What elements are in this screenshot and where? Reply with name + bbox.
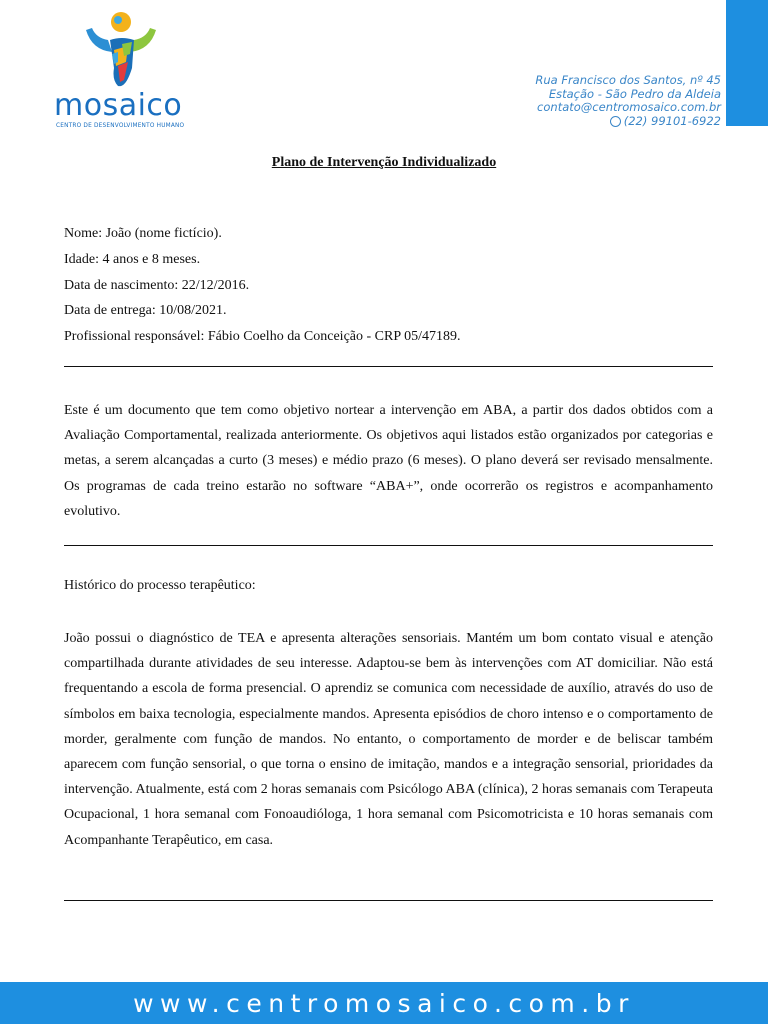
email-text: contato@centromosaico.com.br <box>537 100 721 114</box>
mosaico-logo <box>52 10 192 129</box>
logo-tagline: CENTRO DE DESENVOLVIMENTO HUMANO <box>56 123 185 129</box>
header-accent-bar <box>726 0 768 126</box>
address-line-2: Estação - São Pedro da Aldeia <box>548 86 721 101</box>
logo-wordmark: mosaico <box>54 88 183 123</box>
patient-info <box>64 221 461 350</box>
history-paragraph: João possui o diagnóstico de TEA e apresenta alterações sensoriais. Mantém um bom contato visual e atenção compartilhada durante atividades de seu interesse. Adaptou-se bem às intervenções com AT domiciliar. Não está frequentando a escola de forma presencial. O aprendiz se comunica com necessidade de auxílio, através do uso de símbolos em baixa tecnologia, especialmente mandos. Apresenta episódios de choro intenso e o comportamento de morder, geralmente com função de mandos. No entanto, o comportamento de morder e de beliscar também aparecem com função sensorial, o que torna o ensino de imitação, mandos e a integração sensorial, prioridades da intervenção. Atualmente, está com 2 horas semanais com Psicólogo ABA (clínica), 2 horas semanais com Terapeuta Ocupacional, 1 hora semanal com Fonoaudióloga, 1 hora semanal com Psicomotricista e 10 horas semanais com Acompanhante Terapêutico, em casa. <box>64 631 713 848</box>
divider-3 <box>64 900 713 901</box>
intro-paragraph: Este é um documento que tem como objetivo nortear a intervenção em ABA, a partir dos dados obtidos com a Avaliação Comportamental, realizada anteriormente. Os objetivos aqui listados estão organizados por categorias e metas, a serem alcançadas a curto (3 meses) e médio prazo (6 meses). O plano deverá ser revisado mensalmente. Os programas de cada treino estarão no software “ABA+”, onde ocorrerão os registros e acompanhamento evolutivo. <box>64 403 713 519</box>
info-name: Nome: João (nome fictício). <box>64 226 222 241</box>
phone-text: (22) 99101-6922 <box>623 113 721 128</box>
document-title: Plano de Intervenção Individualizado <box>271 155 497 170</box>
footer-website[interactable]: www.centromosaico.com.br <box>0 982 768 1024</box>
divider-2 <box>64 545 713 546</box>
info-age: Idade: 4 anos e 8 meses. <box>64 251 201 267</box>
info-birthdate: Data de nascimento: 22/12/2016. <box>64 277 250 293</box>
info-professional: Profissional responsável: Fábio Coelho da Conceição - CRP 05/47189. <box>64 329 461 345</box>
address-line-1: Rua Francisco dos Santos, nº 45 <box>535 73 721 87</box>
info-delivery-date: Data de entrega: 10/08/2021. <box>64 303 227 319</box>
history-heading: Histórico do processo terapêutico: <box>64 578 256 593</box>
divider-1 <box>64 366 713 367</box>
mosaico-figure-icon <box>82 10 162 90</box>
contact-block <box>535 74 721 130</box>
whatsapp-icon <box>610 116 621 127</box>
